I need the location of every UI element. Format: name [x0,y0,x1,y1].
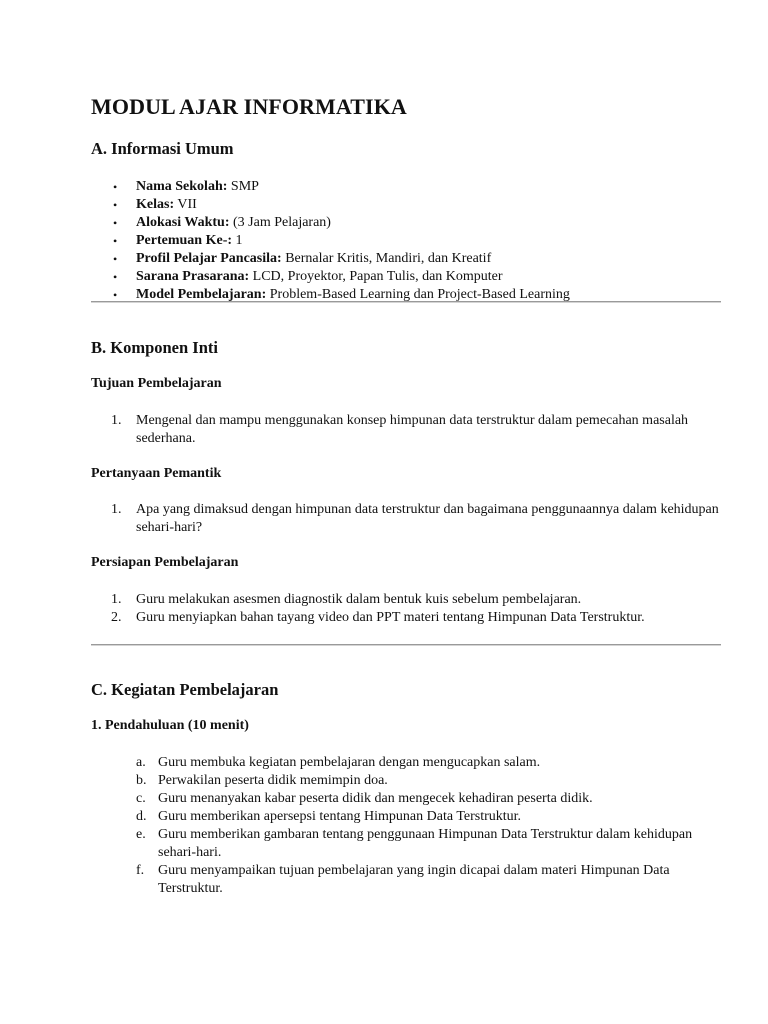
pendahuluan-heading: 1. Pendahuluan (10 menit) [91,718,249,733]
list-item-text: Guru melakukan asesmen diagnostik dalam bentuk kuis sebelum pembelajaran. [136,592,582,607]
section-a-heading: A. Informasi Umum [91,139,234,158]
list-item-text: Guru menanyakan kabar peserta didik dan mengecek kehadiran peserta didik. [158,791,593,806]
bullet-icon: • [113,216,118,230]
list-letter: f. [136,863,145,878]
info-item-profil-pelajar [91,250,721,268]
persiapan-heading: Persiapan Pembelajaran [91,555,239,570]
list-item [91,754,721,772]
info-label: Sarana Prasarana: [136,269,250,284]
info-label: Pertemuan Ke-: [136,233,233,248]
list-item [91,772,721,790]
list-number: 1. [111,592,122,607]
info-label: Profil Pelajar Pancasila: [136,251,282,266]
tujuan-list [91,412,721,448]
persiapan-list [91,591,721,627]
info-value: Problem-Based Learning dan Project-Based Learning [266,287,570,302]
tujuan-heading: Tujuan Pembelajaran [91,376,222,391]
list-item [91,808,721,826]
list-item-text: Guru menyampaikan tujuan pembelajaran yang ingin dicapai dalam materi Himpunan Data Terstruktur. [158,863,670,896]
document-title: MODUL AJAR INFORMATIKA [91,94,407,119]
info-item-alokasi-waktu [91,214,721,232]
bullet-icon: • [113,288,118,302]
list-item [91,501,721,537]
list-item [91,591,721,609]
informasi-umum-list [91,178,721,304]
bullet-icon: • [113,270,118,284]
info-value: VII [174,197,197,212]
list-item-text: Perwakilan peserta didik memimpin doa. [158,773,388,788]
info-label: Alokasi Waktu: [136,215,230,230]
info-label: Nama Sekolah: [136,179,228,194]
info-value: (3 Jam Pelajaran) [229,215,331,230]
info-value: SMP [227,179,259,194]
list-item-text: Guru menyiapkan bahan tayang video dan PPT materi tentang Himpunan Data Terstruktur. [136,610,645,625]
pertanyaan-heading: Pertanyaan Pemantik [91,466,222,481]
bullet-icon: • [113,252,118,266]
list-letter: a. [136,755,146,770]
list-letter: d. [136,809,147,824]
horizontal-divider [91,301,721,303]
list-item [91,862,721,898]
list-item-text: Guru membuka kegiatan pembelajaran dengan mengucapkan salam. [158,755,541,770]
info-label: Kelas: [136,197,175,212]
list-number: 1. [111,502,122,517]
bullet-icon: • [113,198,118,212]
bullet-icon: • [113,180,118,194]
section-b-heading: B. Komponen Inti [91,338,218,357]
list-item [91,412,721,448]
info-item-nama-sekolah [91,178,721,196]
list-number: 1. [111,413,122,428]
list-letter: c. [136,791,146,806]
list-item [91,790,721,808]
pertanyaan-list [91,501,721,537]
list-item-text: Guru memberikan apersepsi tentang Himpunan Data Terstruktur. [158,809,522,824]
list-letter: e. [136,827,146,842]
list-letter: b. [136,773,147,788]
list-item [91,609,721,627]
list-item-text: Apa yang dimaksud dengan himpunan data terstruktur dan bagaimana penggunaannya dalam kehidupan sehari-hari? [136,502,719,535]
info-label: Model Pembelajaran: [136,287,267,302]
list-item-text: Mengenal dan mampu menggunakan konsep himpunan data terstruktur dalam pemecahan masalah sederhana. [136,413,689,446]
info-item-kelas [91,196,721,214]
horizontal-divider [91,644,721,646]
info-item-sarana-prasarana [91,268,721,286]
info-value: 1 [232,233,243,248]
info-value: LCD, Proyektor, Papan Tulis, dan Komputer [249,269,503,284]
section-c-heading: C. Kegiatan Pembelajaran [91,680,279,699]
list-item [91,826,721,862]
list-item-text: Guru memberikan gambaran tentang penggunaan Himpunan Data Terstruktur dalam kehidupan sehari-hari. [158,827,693,860]
pendahuluan-list [91,754,721,898]
info-value: Bernalar Kritis, Mandiri, dan Kreatif [281,251,492,266]
info-item-pertemuan [91,232,721,250]
list-number: 2. [111,610,122,625]
bullet-icon: • [113,234,118,248]
